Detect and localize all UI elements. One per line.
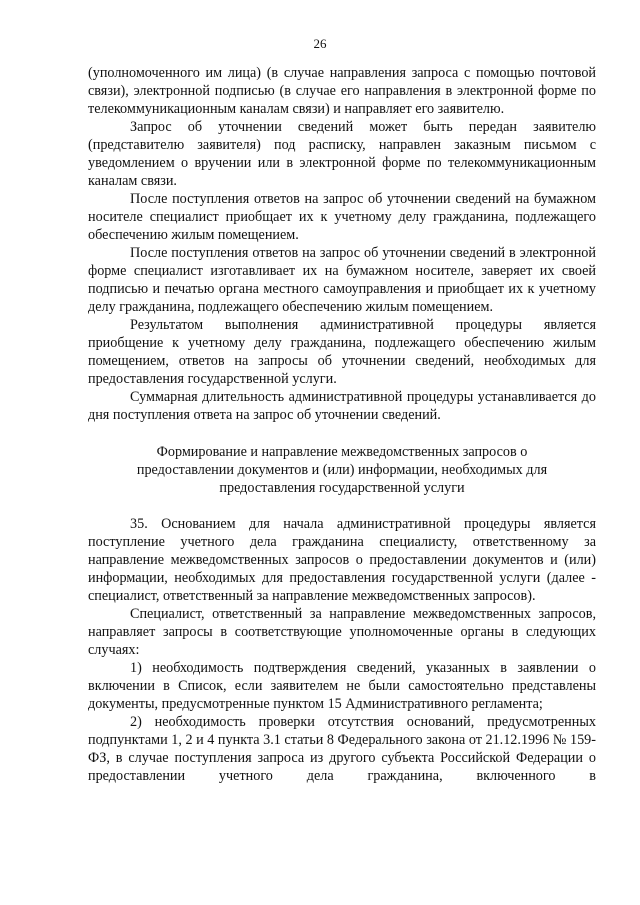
paragraph: Результатом выполнения административной процедуры является приобщение к учетному делу гражданина, подлежащего обеспечению жилым помещением, ответов на запросы об уточнении сведений, необходимых для предоставления государственной услуги. <box>88 317 596 387</box>
paragraph: Запрос об уточнении сведений может быть передан заявителю (представителю заявителя) под расписку, направлен заказным письмом с уведомлением о вручении или в электронной форме по телекоммуникационным каналам связи. <box>88 119 596 189</box>
page-number: 26 <box>313 36 327 51</box>
paragraph: После поступления ответов на запрос об уточнении сведений в электронной форме специалист изготавливает их на бумажном носителе, заверяет их своей подписью и печатью органа местного самоуправления и приобщает их к учетному делу гражданина, подлежащего обеспечению жилым помещением. <box>88 245 596 315</box>
paragraph: Суммарная длительность административной процедуры устанавливается до дня поступления ответа на запрос об уточнении сведений. <box>88 389 596 423</box>
paragraph: Специалист, ответственный за направление межведомственных запросов, направляет запросы в соответствующие уполномоченные органы в следующих случаях: <box>88 606 596 658</box>
paragraph-item-35: 35. Основанием для начала административной процедуры является поступление учетного дела гражданина специалисту, ответственному за направление межведомственных запросов о предоставлении документов и (или) информации, необходимых для предоставления государственной услуги (далее - специалист, ответственный за направление межведомственных запросов). <box>88 516 596 604</box>
paragraph-continuation: (уполномоченного им лица) (в случае направления запроса с помощью почтовой связи), электронной подписью (в случае его направления в электронной форме по телекоммуникационным каналам связи) и направляет его заявителю. <box>88 65 596 117</box>
list-item: 1) необходимость подтверждения сведений, указанных в заявлении о включении в Список, если заявителем не были самостоятельно представлены документы, предусмотренные пунктом 15 Административного регламента; <box>88 660 596 712</box>
section-title: Формирование и направление межведомственных запросов о предоставлении документов и (или) информации, необходимых для предоставления государственной услуги <box>136 444 548 496</box>
document-body <box>88 64 596 785</box>
list-item: 2) необходимость проверки отсутствия оснований, предусмотренных подпунктами 1, 2 и 4 пункта 3.1 статьи 8 Федерального закона от 21.12.1996 № 159-ФЗ, в случае поступления запроса из другого субъекта Российской Федерации о предоставлении учетного дела гражданина, включенного в <box>88 714 596 784</box>
paragraph: После поступления ответов на запрос об уточнении сведений на бумажном носителе специалист приобщает их к учетному делу гражданина, подлежащего обеспечению жилым помещением. <box>88 191 596 243</box>
